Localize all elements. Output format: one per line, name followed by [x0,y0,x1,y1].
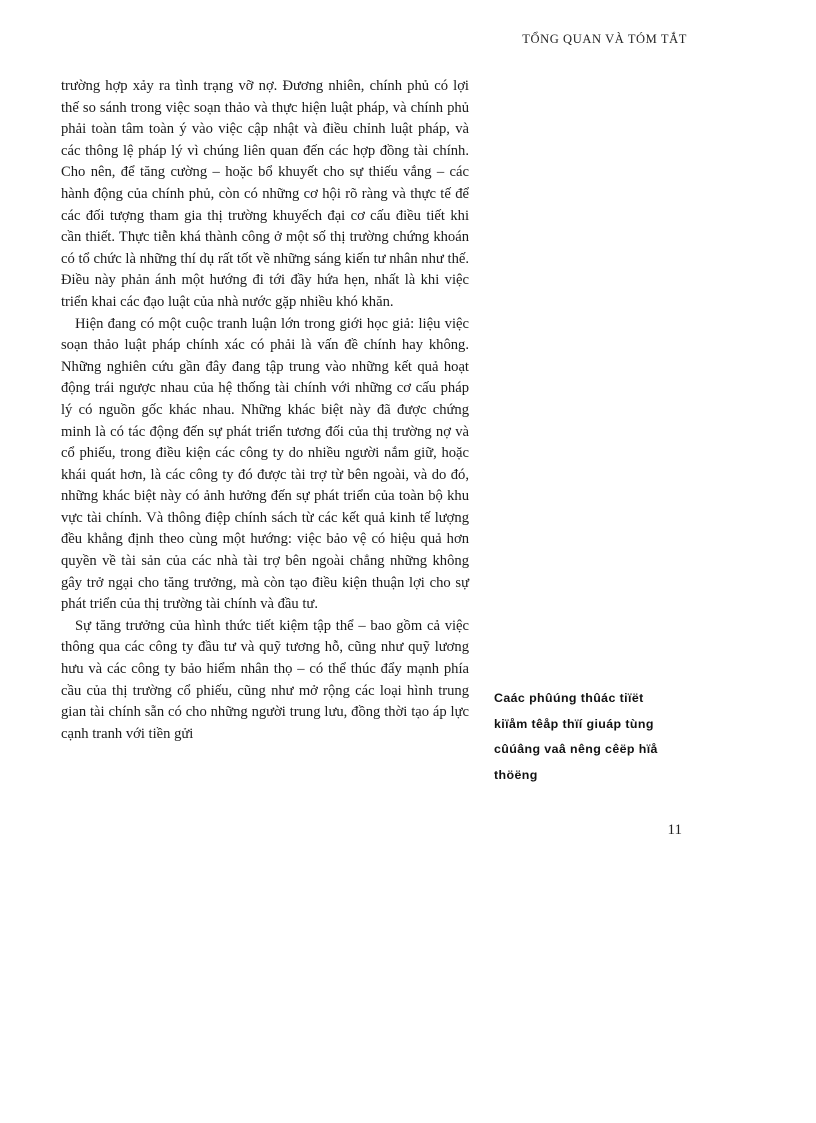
margin-note [494,686,709,788]
body-paragraph-2: Hiện đang có một cuộc tranh luận lớn trong giới học giả: liệu việc soạn thảo luật pháp chính xác có phải là vấn đề chính hay không. Những nghiên cứu gần đây đang tập trung vào những kết quả hoạt động trái ngược nhau của hệ thống tài chính với những cơ cấu pháp lý có nguồn gốc khác nhau. Những khác biệt này đã được chứng minh là có tác động đến sự phát triển tương đối của thị trường nợ và cổ phiếu, trong điều kiện các công ty do nhiều người nắm giữ, hoặc khái quát hơn, là các công ty đó được tài trợ từ bên ngoài, và do đó, những khác biệt này có ảnh hưởng đến sự phát triển của toàn bộ khu vực tài chính. Và thông điệp chính sách từ các kết quả kinh tế lượng đều khẳng định theo cùng một hướng: việc bảo vệ có hiệu quả hơn quyền về tài sản của các nhà tài trợ bên ngoài chẳng những không gây trở ngại cho tăng trưởng, mà còn tạo điều kiện thuận lợi cho sự phát triển của thị trường tài chính và đầu tư. [61,315,469,613]
main-text-column [61,76,469,745]
body-paragraph-1: trường hợp xảy ra tình trạng vỡ nợ. Đương nhiên, chính phủ có lợi thế so sánh trong việc soạn thảo và thực hiện luật pháp, và chính phủ phải toàn tâm toàn ý vào việc cập nhật và điều chỉnh luật pháp, và các thông lệ pháp lý vì chúng liên quan đến các hợp đồng tài chính. Cho nên, để tăng cường – hoặc bổ khuyết cho sự thiếu vắng – các hành động của chính phủ, còn có những cơ hội rõ ràng và thực tế để các đối tượng tham gia thị trường khuyếch đại cơ cấu điều tiết khi cần thiết. Thực tiễn khá thành công ở một số thị trường chứng khoán có tổ chức là những thí dụ rất tốt về những sáng kiến tư nhân như thế. Điều này phản ánh một hướng đi tới đầy hứa hẹn, nhất là khi việc triển khai các đạo luật của nhà nước gặp nhiều khó khăn. [61,78,469,310]
margin-note-line: cûúâng vaâ nêng cêëp hïå [494,742,658,757]
body-paragraph-3: Sự tăng trưởng của hình thức tiết kiệm tập thể – bao gồm cả việc thông qua các công ty đầu tư và quỹ tương hỗ, cũng như quỹ lương hưu và các công ty bảo hiểm nhân thọ – có thể thúc đẩy mạnh phía cầu của thị trường cổ phiếu, cũng như mở rộng các loại hình trung gian tài chính sẵn có cho những người trung lưu, đồng thời tạo áp lực cạnh tranh với tiền gửi [61,617,469,742]
margin-note-line: Caác phûúng thûác tiïët [494,691,644,705]
running-header: TỔNG QUAN VÀ TÓM TẮT [522,32,687,46]
margin-note-line: kiïåm têåp thïí giuáp tùng [494,716,654,731]
page-number: 11 [667,822,682,838]
margin-note-line: thöëng [494,767,538,782]
